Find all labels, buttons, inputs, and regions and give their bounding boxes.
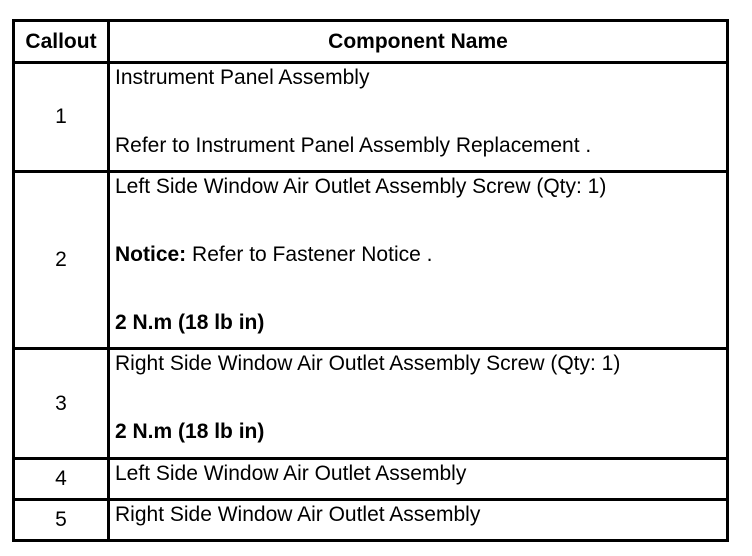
component-name: Right Side Window Air Outlet Assembly Screw (Qty: 1): [115, 352, 621, 375]
component-name: Left Side Window Air Outlet Assembly Screw (Qty: 1): [115, 175, 607, 198]
component-description: [110, 64, 729, 173]
table-row: [15, 501, 729, 542]
component-description: [110, 501, 729, 542]
component-name: Left Side Window Air Outlet Assembly: [115, 462, 467, 485]
component-table: [12, 19, 729, 542]
component-description: [110, 350, 729, 460]
callout-number: 1: [15, 64, 110, 173]
callout-number: 4: [15, 460, 110, 501]
torque-spec: 2 N.m (18 lb in): [115, 311, 265, 334]
table-row: [15, 460, 729, 501]
component-name: Instrument Panel Assembly: [115, 66, 370, 89]
notice-text: Refer to Fastener Notice .: [186, 243, 433, 266]
notice-line: [115, 243, 726, 267]
callout-number: 5: [15, 501, 110, 542]
table-header-row: [15, 22, 729, 64]
component-description: [110, 173, 729, 350]
component-name: Right Side Window Air Outlet Assembly: [115, 503, 481, 526]
component-description: [110, 460, 729, 501]
table-row: [15, 173, 729, 350]
callout-number: 3: [15, 350, 110, 460]
reference-text: Refer to Instrument Panel Assembly Replacement .: [115, 134, 592, 157]
callout-number: 2: [15, 173, 110, 350]
notice-label: Notice:: [115, 243, 187, 266]
component-name-header: Component Name: [110, 22, 729, 64]
callout-header: Callout: [15, 22, 110, 64]
table-row: [15, 350, 729, 460]
table-row: [15, 64, 729, 173]
torque-spec: 2 N.m (18 lb in): [115, 420, 265, 443]
